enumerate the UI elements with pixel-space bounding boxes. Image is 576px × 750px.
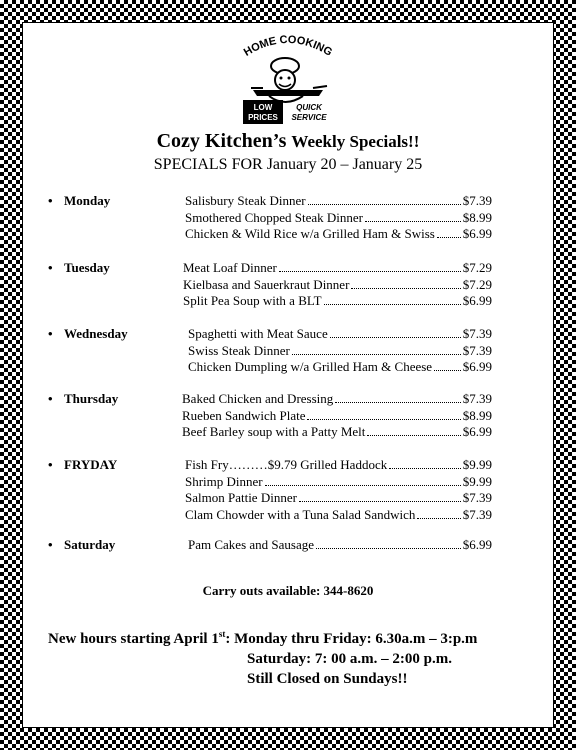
item-price: $9.99	[462, 457, 492, 472]
menu-item	[185, 226, 492, 242]
menu-item	[183, 260, 492, 276]
dot-leader	[330, 337, 461, 338]
menu-item	[185, 210, 492, 226]
item-name: Chicken Dumpling w/a Grilled Ham & Cheese	[188, 359, 433, 375]
day-label	[48, 391, 118, 407]
item-name: Beef Barley soup with a Patty Melt	[182, 424, 366, 440]
item-name: Spaghetti with Meat Sauce	[188, 326, 328, 341]
day-label	[48, 260, 110, 276]
item-name: Pam Cakes and Sausage	[188, 537, 315, 552]
hours-line1: New hours starting April 1st: Monday thru Friday: 6.30a.m – 3:p.m	[48, 629, 478, 647]
logo-tag-line2: SERVICE	[291, 113, 327, 122]
dot-leader	[265, 485, 461, 486]
svg-text:HOME COOKING	[242, 34, 334, 59]
day-name: Tuesday	[64, 260, 110, 275]
dot-leader	[389, 468, 461, 469]
home-cooking-logo	[233, 28, 343, 128]
bullet-icon: •	[48, 326, 53, 341]
item-price: $6.99	[462, 537, 492, 552]
item-price: $7.39	[462, 490, 492, 506]
item-price: $7.39	[462, 342, 492, 358]
dot-leader	[292, 354, 461, 355]
menu-item	[185, 474, 492, 490]
menu-item	[185, 490, 492, 506]
day-label	[48, 326, 128, 342]
bullet-icon: •	[48, 537, 53, 552]
item-price: $8.99	[462, 209, 492, 225]
hours-line2: Saturday: 7: 00 a.m. – 2:00 p.m.	[247, 651, 452, 667]
item-name: Kielbasa and Sauerkraut Dinner	[183, 276, 350, 292]
dot-leader	[434, 370, 461, 371]
item-price: $6.99	[462, 226, 492, 242]
day-name: Wednesday	[64, 326, 128, 341]
item-name: Salmon Pattie Dinner	[185, 490, 297, 506]
title-sub: Weekly Specials!!	[291, 132, 420, 151]
item-price: $7.39	[462, 391, 492, 406]
dot-leader	[299, 501, 461, 502]
item-name: Baked Chicken and Dressing	[182, 391, 334, 406]
day-name: Monday	[64, 193, 111, 208]
date-range: SPECIALS FOR January 20 – January 25	[153, 156, 423, 173]
bullet-icon: •	[48, 193, 53, 208]
item-price: $6.99	[462, 359, 492, 375]
logo-tag-line1: QUICK	[296, 103, 322, 112]
menu-item	[185, 457, 492, 473]
page-title	[0, 130, 576, 153]
dot-leader	[417, 518, 460, 519]
menu-item	[188, 343, 492, 359]
item-price: $9.99	[462, 473, 492, 489]
menu-item	[188, 359, 492, 375]
item-price: $7.29	[462, 260, 492, 275]
day-label	[48, 537, 115, 553]
dot-leader	[365, 221, 461, 222]
menu-item	[182, 391, 492, 407]
item-name: Salisbury Steak Dinner	[185, 193, 306, 208]
menu-item	[188, 537, 492, 553]
dot-leader	[335, 402, 460, 403]
logo-badge-line2: PRICES	[248, 113, 278, 122]
item-price: $7.29	[462, 276, 492, 292]
menu-item	[183, 293, 492, 309]
item-price: $7.39	[462, 326, 492, 341]
menu-item	[188, 326, 492, 342]
logo-banner-text: HOME COOKING	[241, 33, 335, 59]
dot-leader	[307, 419, 460, 420]
menu-item	[182, 408, 492, 424]
item-price: $7.39	[462, 507, 492, 523]
menu-item	[185, 507, 492, 523]
item-name: Shrimp Dinner	[185, 473, 263, 489]
dot-leader	[279, 271, 461, 272]
menu-item	[185, 193, 492, 209]
hours-line3: Still Closed on Sundays!!	[247, 671, 408, 687]
menu-item	[182, 424, 492, 440]
item-name: Clam Chowder with a Tuna Salad Sandwich	[185, 507, 416, 523]
dot-leader	[316, 548, 461, 549]
day-name: FRYDAY	[64, 457, 118, 472]
item-price: $8.99	[462, 407, 492, 423]
day-name: Thursday	[64, 391, 119, 406]
menu-item	[183, 277, 492, 293]
dot-leader	[437, 237, 461, 238]
day-name: Saturday	[64, 537, 116, 552]
bullet-icon: •	[48, 260, 53, 275]
day-label	[48, 193, 110, 209]
dot-leader	[351, 288, 460, 289]
bullet-icon: •	[48, 391, 53, 406]
dot-leader	[308, 204, 461, 205]
carry-out-info: Carry outs available: 344-8620	[202, 583, 374, 598]
item-name: Split Pea Soup with a BLT	[183, 293, 322, 309]
item-name: Smothered Chopped Steak Dinner	[185, 209, 363, 225]
item-price: $7.39	[462, 193, 492, 208]
title-main: Cozy Kitchen’s	[156, 130, 287, 152]
bullet-icon: •	[48, 457, 53, 472]
item-name: Rueben Sandwich Plate	[182, 407, 306, 423]
dot-leader	[324, 304, 461, 305]
item-price: $6.99	[462, 424, 492, 440]
item-name: Meat Loaf Dinner	[183, 260, 277, 275]
item-price: $6.99	[462, 293, 492, 309]
day-label	[48, 457, 117, 473]
item-name: Chicken & Wild Rice w/a Grilled Ham & Swiss	[185, 226, 435, 242]
dot-leader	[367, 435, 460, 436]
item-name: Swiss Steak Dinner	[188, 342, 290, 358]
item-name: Fish Fry………$9.79 Grilled Haddock	[185, 457, 388, 472]
logo-badge-line1: LOW	[253, 103, 273, 112]
